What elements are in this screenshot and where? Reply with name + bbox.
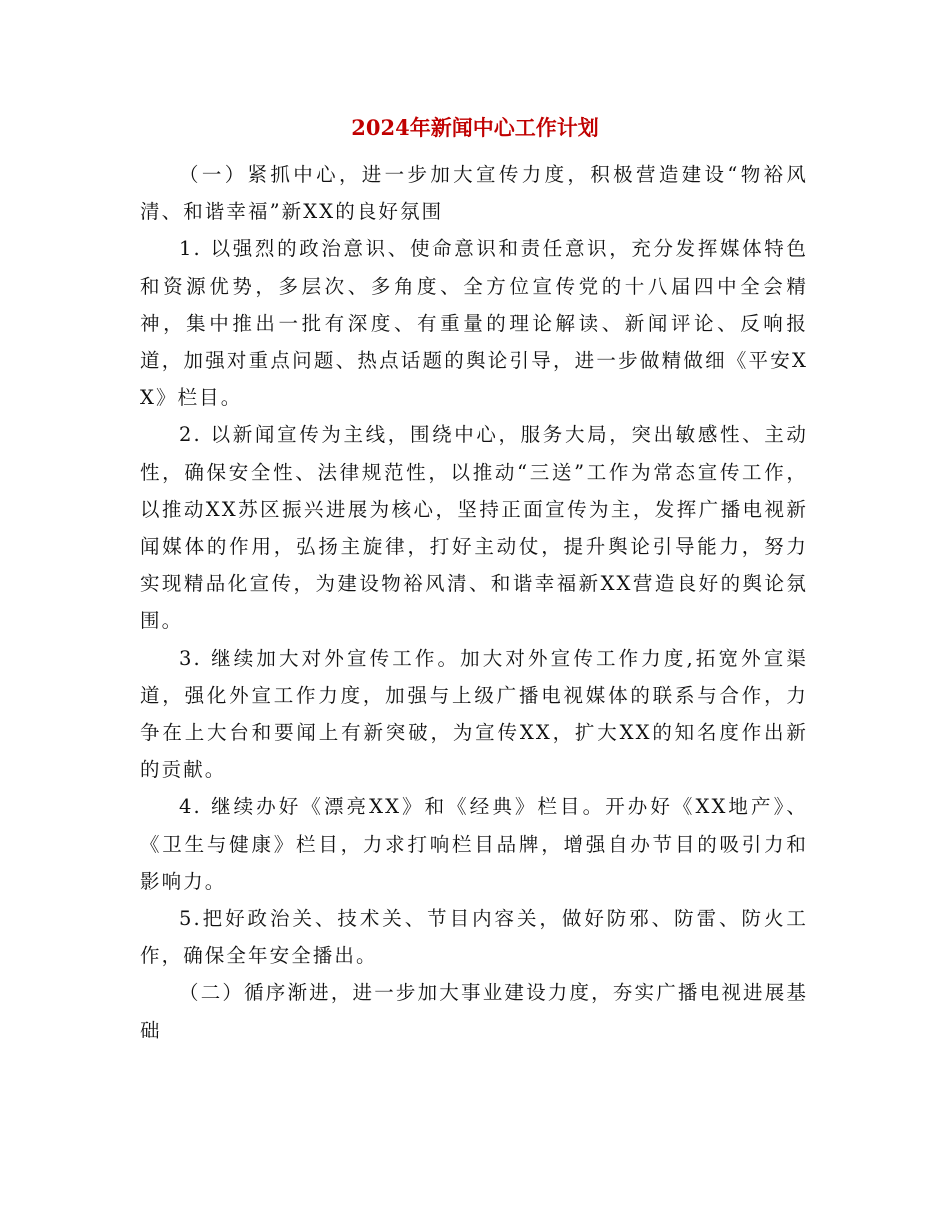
section-heading-2: （二）循序渐进，进一步加大事业建设力度，夯实广播电视进展基础 xyxy=(140,981,808,1042)
paragraph-3: 3. 继续加大对外宣传工作。加大对外宣传工作力度,拓宽外宣渠道，强化外宣工作力度，加强与上级广播电视媒体的联系与合作，力争在上大台和要闻上有新突破，为宣传XX，扩大XX的知名度作出新的贡献。 xyxy=(140,646,808,782)
paragraph-4: 4. 继续办好《漂亮XX》和《经典》栏目。开办好《XX地产》、《卫生与健康》栏目，力求打响栏目品牌，增强自办节目的吸引力和影响力。 xyxy=(140,795,808,893)
document-title: 2024年新闻中心工作计划 xyxy=(351,115,599,140)
document-body xyxy=(140,156,808,1049)
paragraph-1: 1. 以强烈的政治意识、使命意识和责任意识，充分发挥媒体特色和资源优势，多层次、多角度、全方位宣传党的十八届四中全会精神，集中推出一批有深度、有重量的理论解读、新闻评论、反响报道，加强对重点问题、热点话题的舆论引导，进一步做精做细《平安XX》栏目。 xyxy=(140,237,808,410)
paragraph-5: 5.把好政治关、技术关、节目内容关，做好防邪、防雷、防火工作，确保全年安全播出。 xyxy=(140,907,808,968)
section-heading-1: （一）紧抓中心，进一步加大宣传力度，积极营造建设“物裕风清、和谐幸福”新XX的良好氛围 xyxy=(140,163,808,224)
paragraph-2: 2. 以新闻宣传为主线，围绕中心，服务大局，突出敏感性、主动性，确保安全性、法律规范性，以推动“三送”工作为常态宣传工作，以推动XX苏区振兴进展为核心，坚持正面宣传为主，发挥广播电视新闻媒体的作用，弘扬主旋律，打好主动仗，提升舆论引导能力，努力实现精品化宣传，为建设物裕风清、和谐幸福新XX营造良好的舆论氛围。 xyxy=(140,423,808,633)
